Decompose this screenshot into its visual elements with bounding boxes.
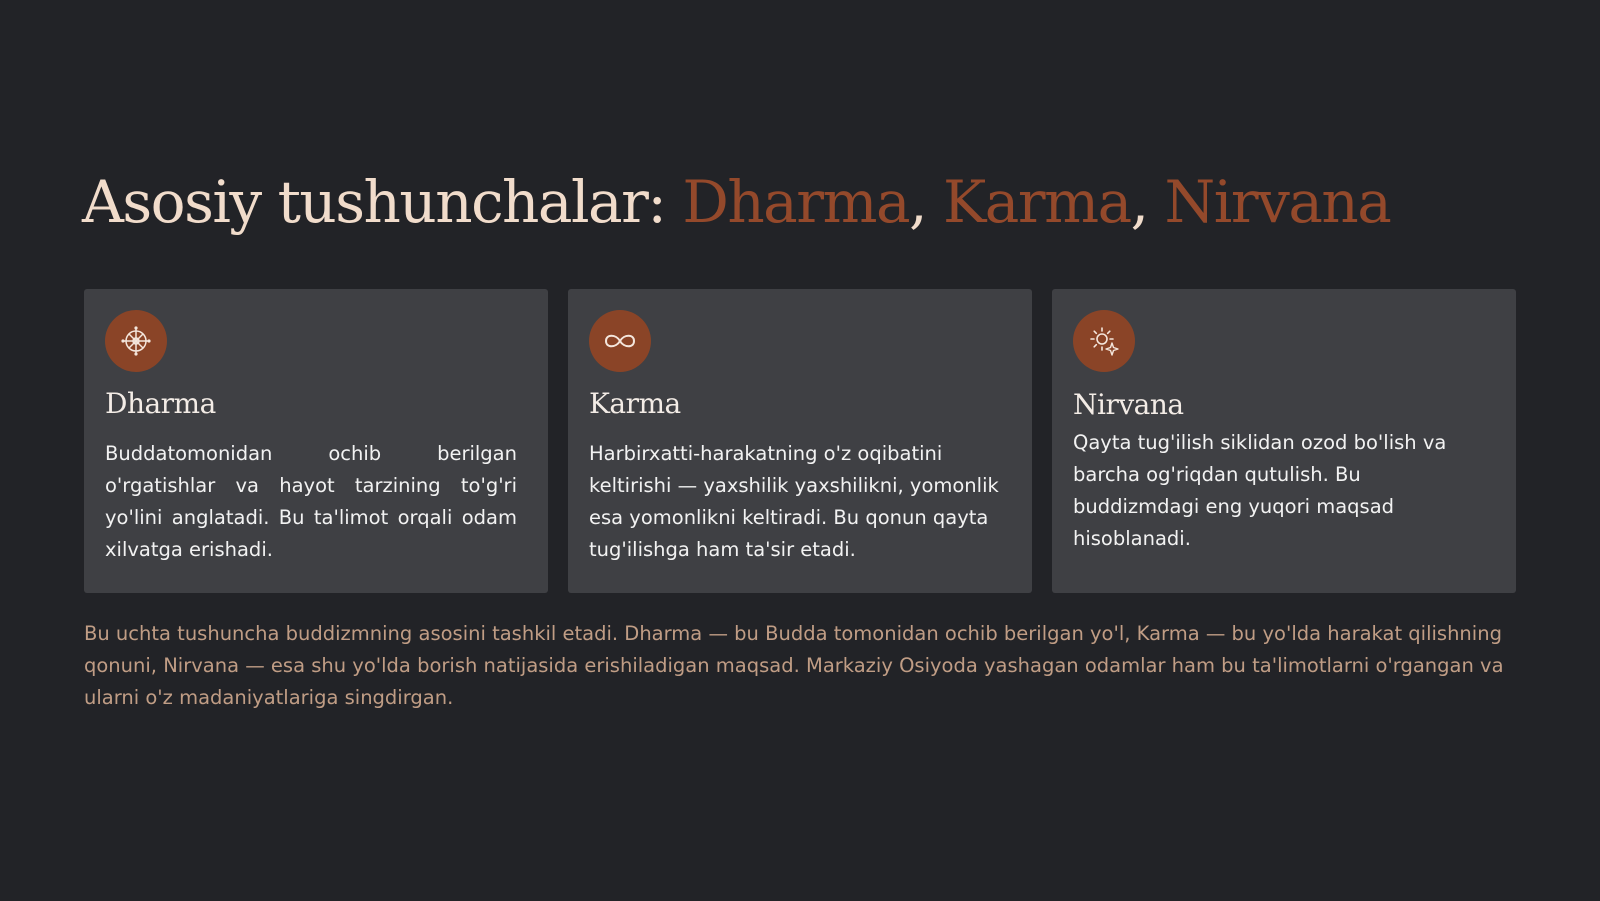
karma-icon-badge <box>589 310 651 372</box>
title-lead: Asosiy tushunchalar: <box>82 168 683 236</box>
title-separator: , <box>1130 168 1165 236</box>
title-separator: , <box>909 168 943 236</box>
concept-card-karma <box>568 289 1032 593</box>
summary-paragraph: Bu uchta tushuncha buddizmning asosini tashkil etadi. Dharma — bu Budda tomonidan ochib berilgan yo'l, Karma — bu yo'lda harakat qilishning qonuni, Nirvana — esa shu yo'lda borish natijasida erishiladigan maqsad. Markaziy Osiyoda yashagan odamlar ham bu ta'limotlarni o'rgangan va ularni o'z madaniyatlariga singdirgan. <box>84 622 1504 709</box>
sun-sparkle-icon <box>1088 325 1120 357</box>
card-title: Nirvana <box>1073 388 1184 421</box>
card-description: Qayta tug'ilish siklidan ozod bo'lish va barcha og'riqdan qutulish. Bu buddizmdagi eng yuqori maqsad hisoblanadi. <box>1073 431 1447 550</box>
card-description: Buddatomonidan ochib berilgan o'rgatishlar va hayot tarzining to'g'ri yo'lini anglatadi. Bu ta'limot orqali odam xilvatga erishadi. <box>105 442 517 561</box>
dharma-wheel-icon <box>120 325 152 357</box>
concept-card-dharma <box>84 289 548 593</box>
concept-card-nirvana <box>1052 289 1516 593</box>
infinity-icon <box>603 331 637 351</box>
slide-title <box>82 168 1390 238</box>
card-title: Dharma <box>105 387 216 420</box>
concept-cards <box>84 289 1516 593</box>
title-term-karma: Karma <box>942 168 1131 236</box>
nirvana-icon-badge <box>1073 310 1135 372</box>
card-title: Karma <box>589 387 681 420</box>
title-term-nirvana: Nirvana <box>1164 168 1391 236</box>
dharma-icon-badge <box>105 310 167 372</box>
title-term-dharma: Dharma <box>682 168 910 236</box>
card-description: Harbirxatti-harakatning o'z oqibatini keltirishi — yaxshilik yaxshilikni, yomonlik esa yomonlikni keltiradi. Bu qonun qayta tug'ilishga ham ta'sir etadi. <box>589 442 999 561</box>
